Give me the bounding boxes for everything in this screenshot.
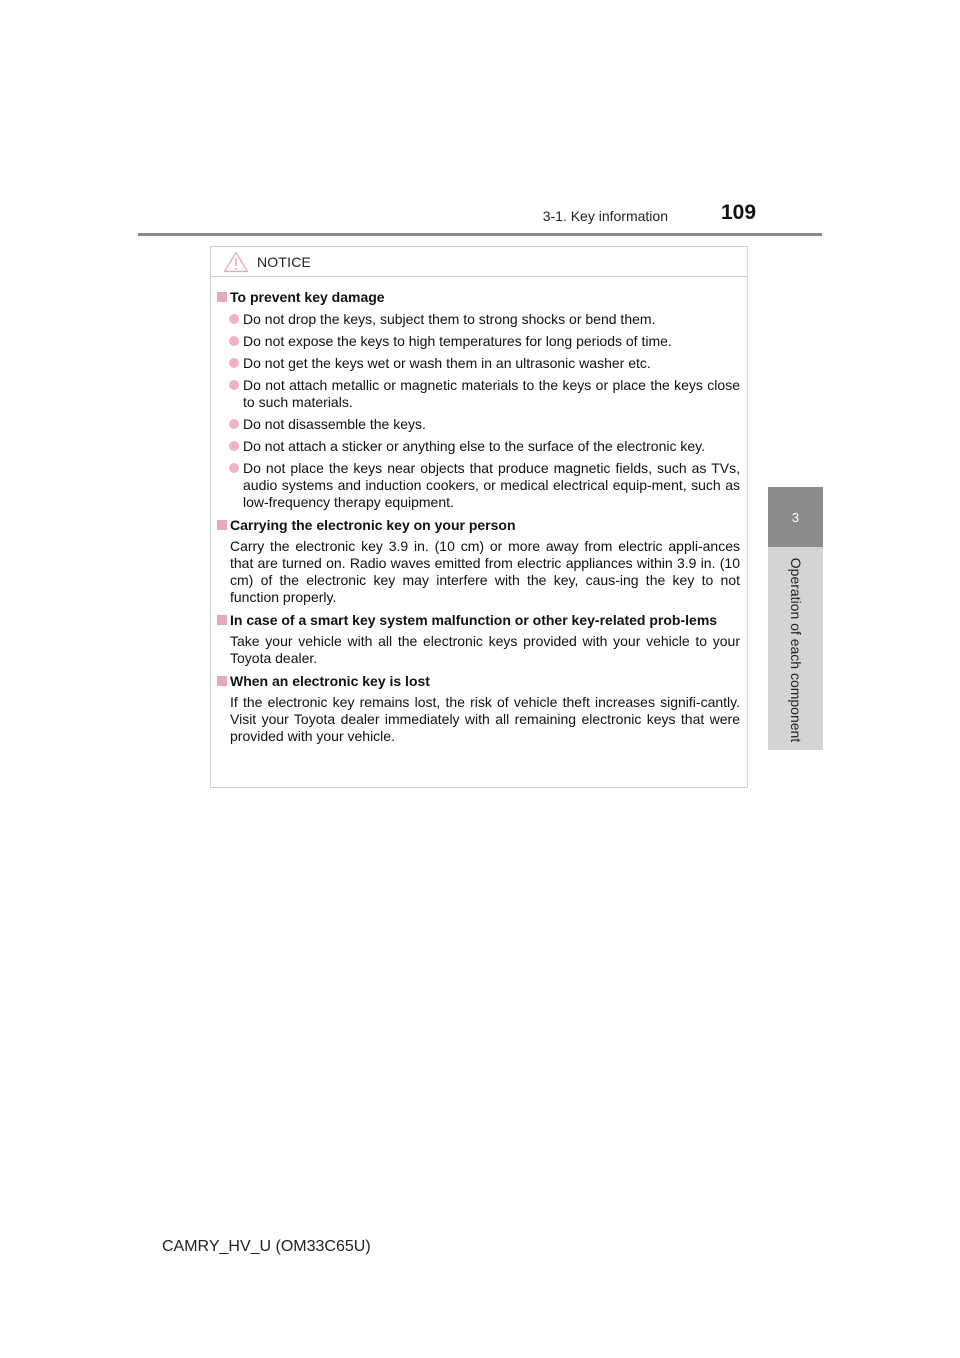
section-heading-text: When an electronic key is lost <box>230 673 430 689</box>
square-bullet-icon <box>217 615 227 625</box>
circle-bullet-icon <box>229 441 239 451</box>
circle-bullet-icon <box>229 314 239 324</box>
list-item <box>229 333 740 350</box>
section-title: 3-1. Key information <box>542 208 668 224</box>
notice-section <box>217 612 740 667</box>
section-heading <box>217 612 740 629</box>
document-code: CAMRY_HV_U (OM33C65U) <box>162 1238 371 1255</box>
section-heading-text: In case of a smart key system malfunction or other key-related prob-lems <box>230 612 718 628</box>
list-item-text: Do not attach a sticker or anything else to the surface of the electronic key. <box>243 438 705 454</box>
list-item-text: Do not place the keys near objects that produce magnetic fields, such as TVs, audio systems and induction cookers, or medical electrical equip-ment, such as low-frequency therapy equipment. <box>243 460 740 510</box>
circle-bullet-icon <box>229 463 239 473</box>
section-paragraph: Carry the electronic key 3.9 in. (10 cm) or more away from electric appli-ances that are turned on. Radio waves emitted from electric appliances within 3.9 in. (10 cm) of the electronic key may interfere with the key, caus-ing the key to not function properly. <box>230 538 740 605</box>
list-item-text: Do not drop the keys, subject them to strong shocks or bend them. <box>243 311 656 327</box>
warning-triangle-icon <box>223 251 249 273</box>
list-item <box>229 377 740 411</box>
square-bullet-icon <box>217 520 227 530</box>
list-item-text: Do not disassemble the keys. <box>243 416 426 432</box>
notice-body <box>211 277 747 745</box>
notice-header <box>211 247 747 277</box>
section-heading <box>217 673 740 690</box>
list-item <box>229 311 740 328</box>
list-item-text: Do not attach metallic or magnetic materials to the keys or place the keys close to such materials. <box>243 377 740 410</box>
notice-title: NOTICE <box>257 253 312 270</box>
square-bullet-icon <box>217 676 227 686</box>
list-item <box>229 355 740 372</box>
list-item <box>229 416 740 433</box>
section-heading <box>217 517 740 534</box>
square-bullet-icon <box>217 292 227 302</box>
list-item-text: Do not get the keys wet or wash them in an ultrasonic washer etc. <box>243 355 651 371</box>
circle-bullet-icon <box>229 419 239 429</box>
page-number: 109 <box>721 201 757 224</box>
notice-section <box>217 517 740 606</box>
section-heading <box>217 289 740 306</box>
notice-section <box>217 289 740 511</box>
header-divider <box>138 233 822 236</box>
list-item <box>229 438 740 455</box>
section-heading-text: Carrying the electronic key on your person <box>230 517 516 533</box>
section-paragraph: Take your vehicle with all the electronic keys provided with your vehicle to your Toyota dealer. <box>230 633 740 666</box>
notice-section <box>217 673 740 745</box>
chapter-tab-number: 3 <box>768 487 823 547</box>
chapter-tab-label: Operation of each component <box>788 557 804 743</box>
list-item <box>229 460 740 511</box>
circle-bullet-icon <box>229 380 239 390</box>
notice-box <box>210 246 748 788</box>
section-heading-text: To prevent key damage <box>230 289 385 305</box>
circle-bullet-icon <box>229 336 239 346</box>
section-paragraph: If the electronic key remains lost, the risk of vehicle theft increases signifi-cantly. Visit your Toyota dealer immediately with all remaining electronic keys that were provided with your vehicle. <box>230 694 740 744</box>
list-item-text: Do not expose the keys to high temperatures for long periods of time. <box>243 333 672 349</box>
circle-bullet-icon <box>229 358 239 368</box>
